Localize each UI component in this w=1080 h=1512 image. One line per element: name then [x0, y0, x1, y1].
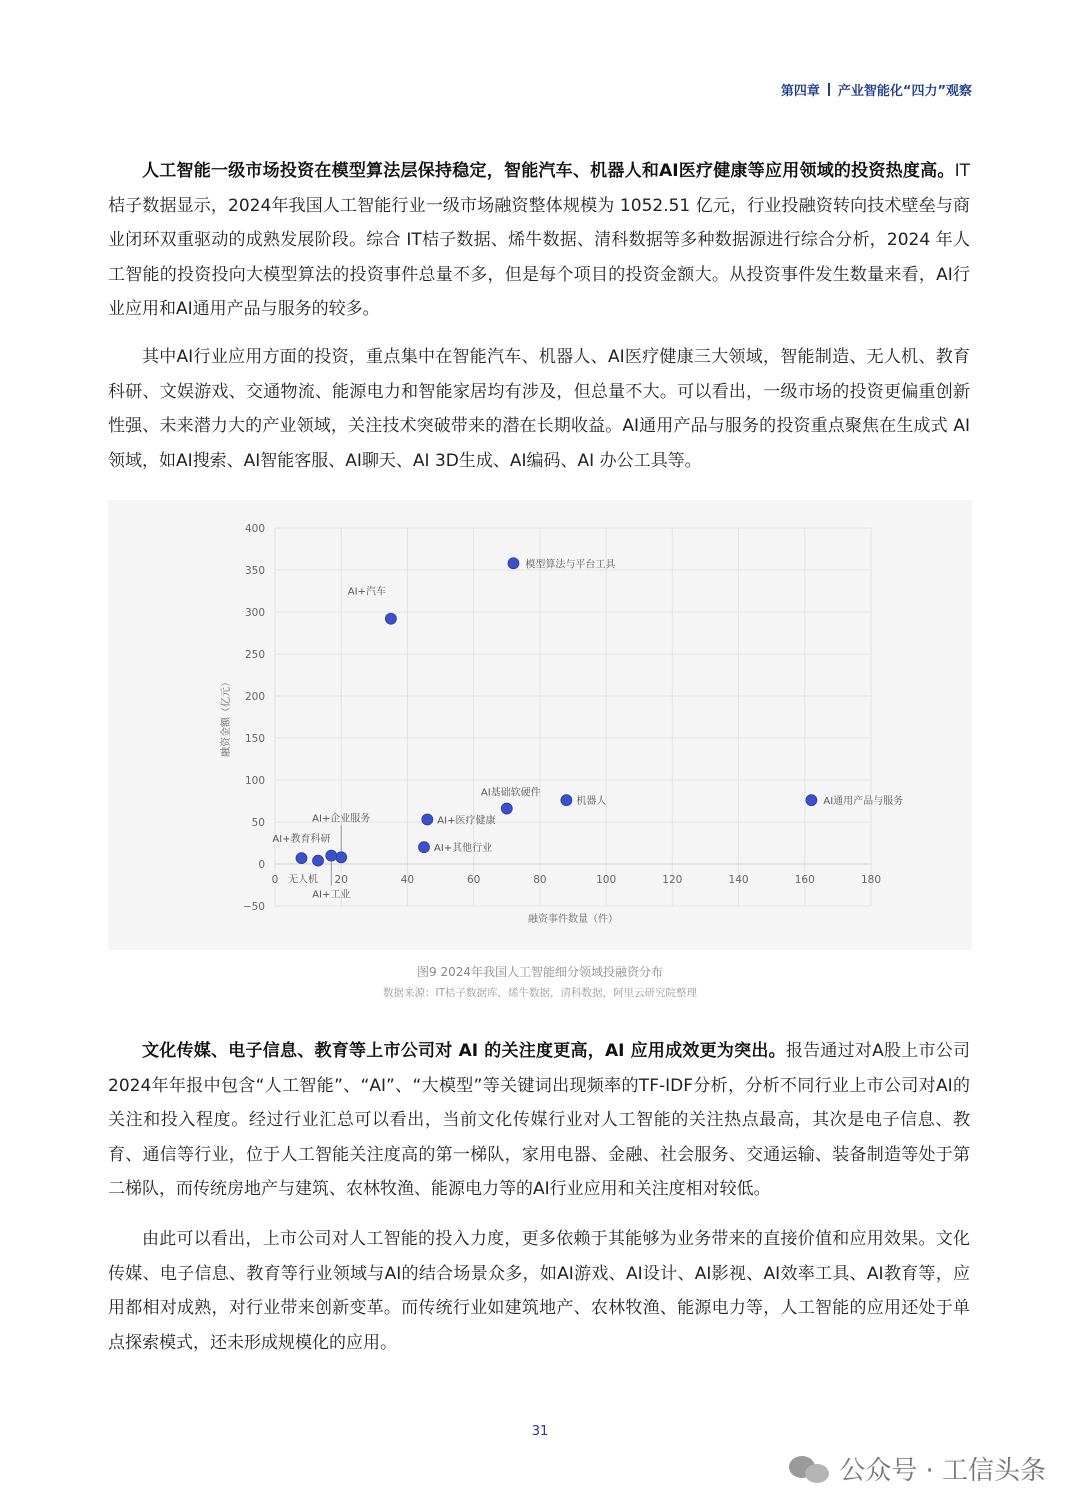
paragraph-4-body: 由此可以看出，上市公司对人工智能的投入力度，更多依赖于其能够为业务带来的直接价值和应用效果。文化传媒、电子信息、教育等行业领域与AI的结合场景众多，如AI游戏、AI设计、AI影视、AI效率工具、AI教育等，应用都相对成熟，对行业带来创新变革。而传统行业如建筑地产、农林牧渔、能源电力等，人工智能的应用还处于单点探索模式，还未形成规模化的应用。: [108, 1229, 970, 1353]
data-label: AI+教育科研: [272, 834, 331, 846]
figure-caption: 图9 2024年我国人工智能细分领域投融资分布: [417, 965, 663, 979]
scatter-chart: [108, 500, 972, 950]
data-label: AI+医疗健康: [437, 815, 496, 827]
data-point: [385, 613, 396, 624]
data-point: [501, 803, 512, 814]
figure-source: 数据来源：IT桔子数据库，烯牛数据，清科数据，阿里云研究院整理: [382, 987, 697, 999]
chapter-title: 产业智能化“四力”观察: [837, 84, 972, 99]
x-tick-label: 0: [271, 874, 279, 886]
data-label: AI+汽车: [347, 586, 386, 598]
data-point: [336, 852, 347, 863]
page-header: [781, 80, 972, 99]
paragraph-3-lead: 文化传媒、电子信息、教育等上市公司对 AI 的关注度更高，AI 应用成效更为突出。: [142, 1041, 786, 1061]
wechat-icon: [789, 1454, 831, 1484]
watermark: [789, 1450, 1046, 1487]
x-tick-label: 40: [400, 874, 415, 886]
watermark-text: 公众号 · 工信头条: [839, 1456, 1046, 1486]
y-axis-label: 融资金额（亿元）: [221, 677, 232, 757]
page-number: 31: [531, 1424, 549, 1439]
data-point: [419, 842, 430, 853]
y-tick-label: 300: [244, 607, 265, 619]
data-label: AI通用产品与服务: [823, 796, 904, 808]
data-label: AI基础软硬件: [480, 787, 541, 799]
paragraph-3: [108, 1034, 970, 1207]
data-label: AI+其他行业: [434, 843, 493, 855]
paragraph-4: [108, 1222, 970, 1360]
paragraph-1-lead: 人工智能一级市场投资在模型算法层保持稳定，智能汽车、机器人和AI医疗健康等应用领域的投资热度高。: [142, 161, 955, 181]
x-tick-label: 140: [728, 874, 749, 886]
data-point: [296, 853, 307, 864]
y-tick-label: 350: [244, 565, 265, 577]
data-label: 无人机: [288, 874, 319, 886]
x-tick-label: 120: [662, 874, 683, 886]
data-label: 机器人: [576, 796, 607, 808]
paragraph-1: [108, 154, 970, 327]
data-point: [508, 558, 519, 569]
chart-canvas: [108, 500, 972, 950]
y-tick-label: 100: [244, 775, 265, 787]
data-point: [326, 850, 337, 861]
x-tick-label: 180: [860, 874, 882, 886]
data-label: AI+工业: [312, 889, 351, 901]
x-tick-label: 60: [466, 874, 481, 886]
y-tick-label: 150: [244, 733, 265, 745]
y-tick-label: 0: [258, 859, 265, 871]
x-tick-label: 80: [533, 874, 547, 886]
y-tick-label: −50: [242, 901, 265, 913]
header-divider: [828, 83, 830, 96]
y-tick-label: 50: [251, 817, 265, 829]
data-label: 模型算法与平台工具: [525, 559, 616, 571]
y-tick-label: 400: [244, 523, 265, 535]
x-tick-label: 20: [334, 874, 348, 886]
paragraph-2-body: 其中AI行业应用方面的投资，重点集中在智能汽车、机器人、AI医疗健康三大领域，智能制造、无人机、教育科研、文娱游戏、交通物流、能源电力和智能家居均有涉及，但总量不大。可以看出，一级市场的投资更偏重创新性强、未来潜力大的产业领域，关注技术突破带来的潜在长期收益。AI通用产品与服务的投资重点聚焦在生成式 AI 领域，如AI搜索、AI智能客服、AI聊天、AI 3D生成、AI编码、AI 办公工具等。: [108, 347, 970, 471]
data-point: [561, 795, 572, 806]
x-tick-label: 160: [794, 874, 815, 886]
paragraph-2: [108, 340, 970, 478]
y-tick-label: 250: [244, 649, 265, 661]
x-axis-label: 融资事件数量（件）: [528, 914, 618, 925]
paragraph-1-body: IT桔子数据显示，2024年我国人工智能行业一级市场融资整体规模为 1052.51 亿元，行业投融资转向技术壁垒与商业闭环双重驱动的成熟发展阶段。综合 IT桔子数据、烯牛数据、清科数据等多种数据源进行综合分析，2024 年人工智能的投资投向大模型算法的投资事件总量不多，但是每个项目的投资金额大。从投资事件发生数量来看，AI行业应用和AI通用产品与服务的较多。: [108, 161, 970, 319]
data-point: [422, 814, 433, 825]
chapter-label: 第四章: [780, 84, 820, 99]
data-label: AI+企业服务: [312, 813, 371, 825]
x-tick-label: 100: [596, 874, 617, 886]
data-point: [313, 855, 324, 866]
y-tick-label: 200: [244, 691, 265, 703]
paragraph-3-body: 报告通过对A股上市公司2024年年报中包含“人工智能”、“AI”、“大模型”等关键词出现频率的TF-IDF分析，分析不同行业上市公司对AI的关注和投入程度。经过行业汇总可以看出，当前文化传媒行业对人工智能的关注热点最高，其次是电子信息、教育、通信等行业，位于人工智能关注度高的第一梯队，家用电器、金融、社会服务、交通运输、装备制造等处于第二梯队，而传统房地产与建筑、农林牧渔、能源电力等的AI行业应用和关注度相对较低。: [108, 1041, 970, 1199]
data-point: [806, 795, 817, 806]
